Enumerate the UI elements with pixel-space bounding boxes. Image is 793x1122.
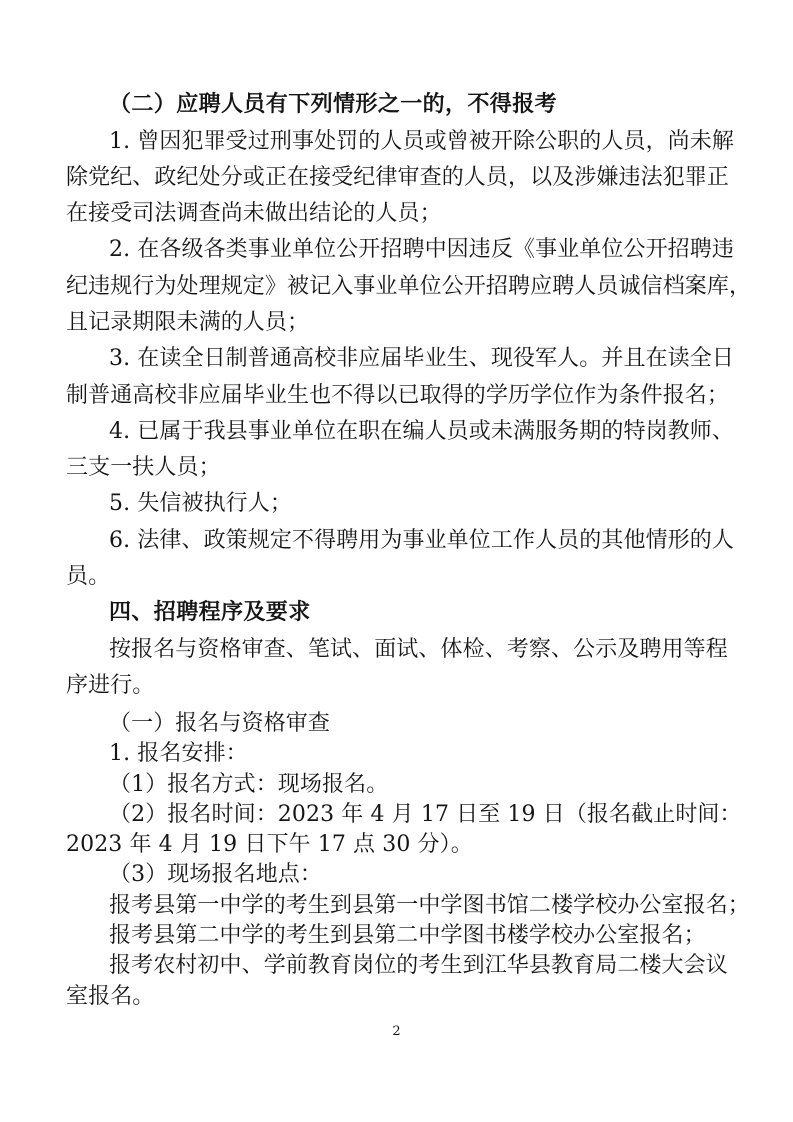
text-line: 制普通高校非应届毕业生也不得以已取得的学历学位作为条件报名；	[66, 383, 730, 408]
text-line: 3. 在读全日制普通高校非应届毕业生、现役军人。并且在读全日	[109, 346, 734, 371]
text-line: （2）报名时间：2023 年 4 月 17 日至 19 日（报名截止时间：	[109, 802, 742, 827]
text-line: 1. 报名安排：	[109, 741, 248, 766]
text-line: 三支一扶人员；	[66, 455, 221, 480]
text-line: 2023 年 4 月 19 日下午 17 点 30 分）。	[66, 832, 473, 857]
text-line: 报考县第一中学的考生到县第一中学图书馆二楼学校办公室报名；	[109, 893, 750, 918]
text-line: 纪违规行为处理规定》被记入事业单位公开招聘应聘人员诚信档案库，	[66, 274, 752, 299]
text-line: 室报名。	[66, 984, 155, 1009]
text-line: 6. 法律、政策规定不得聘用为事业单位工作人员的其他情形的人	[109, 528, 734, 553]
section-heading-disqualification: （二）应聘人员有下列情形之一的，不得报考	[109, 92, 558, 117]
text-line: 报考县第二中学的考生到县第二中学图书楼学校办公室报名；	[109, 923, 706, 948]
text-line: 报考农村初中、学前教育岗位的考生到江华县教育局二楼大会议	[109, 953, 728, 978]
text-line: 且记录期限未满的人员；	[66, 310, 310, 335]
section-heading-procedure: 四、招聘程序及要求	[109, 600, 311, 625]
text-line: 序进行。	[66, 673, 155, 698]
text-line: （3）现场报名地点：	[109, 862, 322, 887]
text-line: （1）报名方式：现场报名。	[109, 772, 389, 797]
text-line: 4. 已属于我县事业单位在职在编人员或未满服务期的特岗教师、	[109, 419, 734, 444]
text-line: 5. 失信被执行人；	[109, 491, 292, 516]
subsection-heading-registration: （一）报名与资格审查	[109, 711, 331, 736]
text-line: 员。	[66, 564, 111, 589]
page-number: 2	[392, 1024, 401, 1039]
text-line: 在接受司法调查尚未做出结论的人员；	[66, 201, 442, 226]
text-line: 除党纪、政纪处分或正在接受纪律审查的人员，以及涉嫌违法犯罪正	[66, 165, 730, 190]
text-line: 1. 曾因犯罪受过刑事处罚的人员或曾被开除公职的人员，尚未解	[109, 129, 734, 154]
text-line: 按报名与资格审查、笔试、面试、体检、考察、公示及聘用等程	[109, 637, 728, 662]
text-line: 2. 在各级各类事业单位公开招聘中因违反《事业单位公开招聘违	[109, 237, 734, 262]
